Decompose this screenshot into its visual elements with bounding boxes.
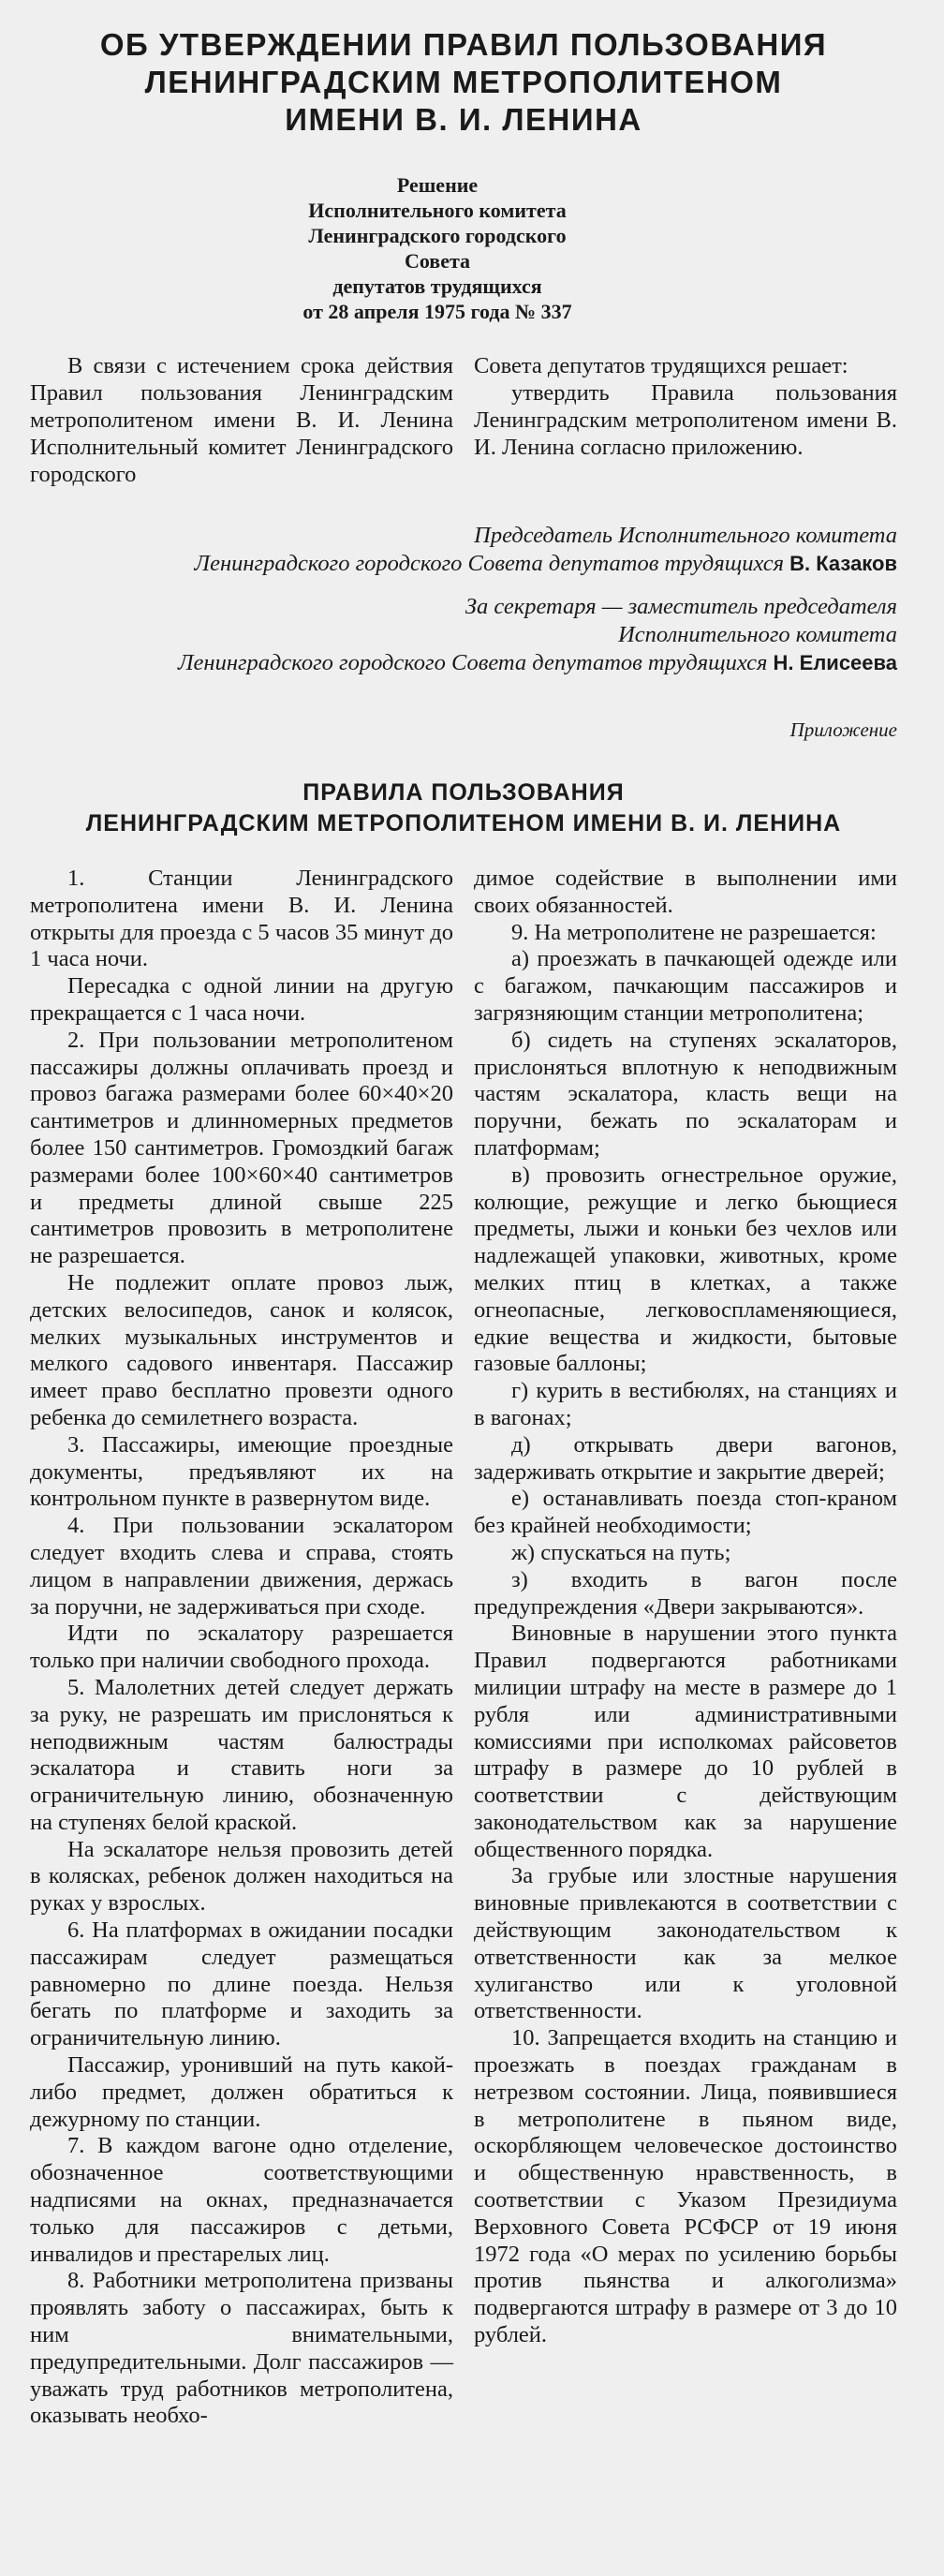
rule-paragraph: димое содействие в выполнении ими своих обязанностей. [474,866,897,918]
secretary-title: Ленинградского городского Совета депутатов трудящихся [177,650,768,675]
intro-paragraph: утвердить Правила пользования Ленинградским метрополитеном имени В. И. Ленина согласно приложению. [474,380,897,460]
rule-paragraph: б) сидеть на ступенях эскалаторов, прислоняться вплотную к неподвижным частям эскалатора, класть вещи на поручни, бежать по эскалаторам и платформам; [474,1027,897,1161]
rule-paragraph: 10. Запрещается входить на станцию и проезжать в поездах гражданам в нетрезвом состоянии. Лица, появившиеся в метрополитене в пьяном виде, оскорбляющем человеческое достоинство и общественную нравственность, в соответствии с Указом Президиума Верховного Совета РСФСР от 19 июня 1972 года «О мерах по усилению борьбы против пьянства и алкоголизма» подвергаются штрафу в размере от 3 до 10 рублей. [474,2025,897,2348]
rule-paragraph: Идти по эскалатору разрешается только при наличии свободного прохода. [30,1621,453,1674]
chair-title: Ленинградского городского Совета депутатов трудящихся [194,551,784,576]
rules-title [30,777,897,839]
rule-paragraph: е) останавливать поезда стоп-краном без крайней необходимости; [474,1486,897,1539]
decision-line: от 28 апреля 1975 года № 337 [302,300,572,323]
rules-right-column [474,866,897,2430]
chair-line [30,550,897,578]
rule-paragraph: 6. На платформах в ожидании посадки пассажирам следует размещаться равномерно по длине поезда. Нельзя бегать по платформе и заходить за ограничительную линию. [30,1917,453,2051]
title-line: ОБ УТВЕРЖДЕНИИ ПРАВИЛ ПОЛЬЗОВАНИЯ [99,27,828,62]
rule-paragraph: 1. Станции Ленинградского метрополитена имени В. И. Ленина открыты для проезда с 5 часов 35 минут до 1 часа ночи. [30,866,453,972]
document-title [30,0,897,139]
appendix-label: Приложение [789,718,897,741]
rule-paragraph: а) проезжать в пачкающей одежде или с багажом, пачкающим пассажиров и загрязняющим станции метрополитена; [474,946,897,1026]
rules-title-line: ЛЕНИНГРАДСКИМ МЕТРОПОЛИТЕНОМ ИМЕНИ В. И. ЛЕНИНА [85,810,842,836]
rules-body [30,866,897,2430]
rule-paragraph: 2. При пользовании метрополитеном пассажиры должны оплачивать проезд и провоз багажа размерами более 60×40×20 сантиметров и длинномерных предметов более 150 сантиметров. Громоздкий багаж размерами более 100×60×40 сантиметров и предметы длиной свыше 225 сантиметров провозить в метрополитене не разрешается. [30,1027,453,1269]
secretary-name: Н. Елисеева [773,651,897,674]
decision-line: Исполнительного комитета [308,199,567,222]
chair-title: Председатель Исполнительного комитета [474,523,897,548]
rule-paragraph: Виновные в нарушении этого пункта Правил подвергаются работниками милиции штрафу на месте в размере до 1 рубля или административными комиссиями при исполкомах райсоветов штрафу в размере до 10 рублей в соответствии с действующим законодательством как за нарушение общественного порядка. [474,1621,897,1862]
rule-paragraph: з) входить в вагон после предупреждения «Двери закрываются». [474,1566,897,1620]
signatures-block [30,522,897,677]
intro-paragraph: Совета депутатов трудящихся решает: [474,353,848,378]
rule-paragraph: 4. При пользовании эскалатором следует входить слева и справа, стоять лицом в направлении движения, держась за поручни, не задерживаться при сходе. [30,1513,453,1620]
intro-section [30,352,897,488]
rule-paragraph: Пассажир, уронивший на путь какой-либо предмет, должен обратиться к дежурному по станции. [30,2052,453,2132]
rule-paragraph: Не подлежит оплате провоз лыж, детских велосипедов, санок и колясок, мелких музыкальных инструментов и мелкого садового инвентаря. Пассажир имеет право бесплатно провезти одного ребенка до семилетнего возраста. [30,1269,453,1430]
rules-title-line: ПРАВИЛА ПОЛЬЗОВАНИЯ [302,779,625,806]
intro-right-column [474,352,897,488]
title-line: ЛЕНИНГРАДСКИМ МЕТРОПОЛИТЕНОМ [144,65,783,99]
intro-paragraph: В связи с истечением срока действия Правил пользования Ленинградским метрополитеном имени В. И. Ленина Исполнительный комитет Ленинградского городского [30,353,453,487]
rule-paragraph: 5. Малолетних детей следует держать за руку, не разрешать им прислоняться к неподвижным частям балюстрады эскалатора и ставить ноги за ограничительную линию, обозначенную на ступенях белой краской. [30,1674,453,1835]
decision-line: Ленинградского городского Совета [308,224,567,273]
intro-left-column [30,352,453,488]
rule-paragraph: За грубые или злостные нарушения виновные привлекаются в соответствии с действующим законодательством к ответственности как за мелкое хулиганство или к уголовной ответственности. [474,1863,897,2024]
rules-left-column [30,866,453,2430]
rule-paragraph: На эскалаторе нельзя провозить детей в колясках, ребенок должен находиться на руках у взрослых. [30,1836,453,1917]
rule-paragraph: 8. Работники метрополитена призваны проявлять заботу о пассажирах, быть к ним внимательными, предупредительными. Долг пассажиров — уважать труд работников метрополитена, оказывать необхо- [30,2268,453,2429]
secretary-line [30,649,897,677]
rule-paragraph: Пересадка с одной линии на другую прекращается с 1 часа ночи. [30,973,453,1026]
decision-line: Решение [396,173,479,197]
rule-paragraph: 9. На метрополитене не разрешается: [511,919,877,945]
rule-paragraph: г) курить в вестибюлях, на станциях и в вагонах; [474,1378,897,1430]
secretary-title: За секретаря — заместитель председателя [465,594,897,619]
decision-heading [297,172,578,324]
rule-paragraph: 7. В каждом вагоне одно отделение, обозначенное соответствующими надписями на окнах, предназначается только для пассажиров с детьми, инвалидов и престарелых лиц. [30,2133,453,2267]
rule-paragraph: ж) спускаться на путь; [511,1539,731,1565]
rule-paragraph: д) открывать двери вагонов, задерживать открытие и закрытие дверей; [474,1431,897,1485]
rule-paragraph: в) провозить огнестрельное оружие, колющие, режущие и легко бьющиеся предметы, лыжи и коньки без чехлов или надлежащей упаковки, животных, кроме мелких птиц в клетках, а также огнеопасные, легковоспламеняющиеся, едкие вещества и жидкости, бытовые газовые баллоны; [474,1162,897,1377]
secretary-title: Исполнительного комитета [618,622,897,647]
decision-line: депутатов трудящихся [332,274,542,298]
rule-paragraph: 3. Пассажиры, имеющие проездные документы, предъявляют их на контрольном пункте в развернутом виде. [30,1431,453,1512]
chair-name: В. Казаков [789,552,897,575]
title-line: ИМЕНИ В. И. ЛЕНИНА [285,102,642,137]
